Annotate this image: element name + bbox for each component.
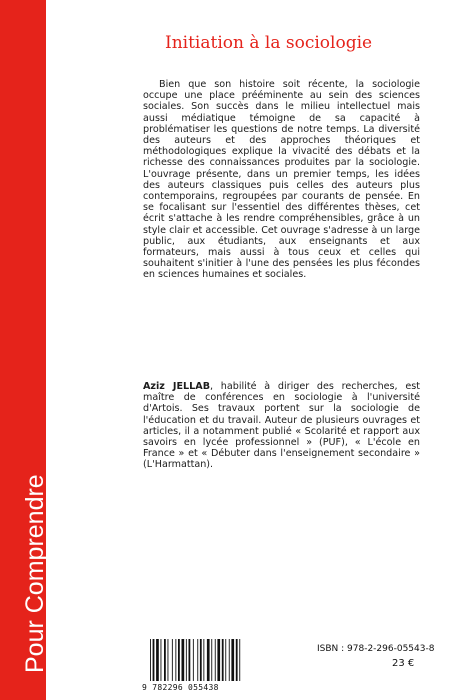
author-bio-text: , habilité à diriger des recherches, est maître de conférences en sociologie à l'université d'Artois. Ses travaux portent sur la sociologie de l'éducation et du travail. Auteur de plusieurs ouvrages et articles, il a notamment publié « Scolarité et rapport aux savoirs en lycée professionnel » (PUF), « L'école en France » et « Débuter dans l'enseignement secondaire » (L'Harmattan). [143,381,421,471]
barcode-bar [225,639,226,681]
barcode-bar [153,639,155,681]
price: 23 € [392,658,415,669]
barcode-bar [236,639,238,681]
barcode-bar [211,639,212,681]
barcode-bar [161,639,162,681]
barcode-bar [239,639,240,681]
book-title: Initiation à la sociologie [165,33,373,53]
isbn: ISBN : 978-2-296-05543-8 [317,644,435,654]
barcode-bar [189,639,191,681]
barcode-bar [172,639,173,681]
barcode-bar [168,639,169,681]
barcode-bar [193,639,194,681]
barcode-bar [164,639,166,681]
barcode-bar [186,639,187,681]
barcode-bar [229,639,230,681]
collection-label: Pour Comprendre [21,474,49,673]
spine-band [0,0,49,700]
barcode-digits: 9 782296 055438 [142,683,219,692]
author-bio [143,381,420,471]
barcode-bar [222,639,224,681]
barcode-bar [175,639,176,681]
barcode-bar [200,639,202,681]
barcode-bar [203,639,204,681]
author-name: Aziz JELLAB [143,381,211,392]
barcode-bar [215,639,216,681]
summary-block [143,79,420,281]
barcode-bar [217,639,220,681]
barcode-bar [207,639,210,681]
barcode-bar [231,639,234,681]
barcode-bar [178,639,180,681]
barcode-bar [197,639,198,681]
summary-paragraph: Bien que son histoire soit récente, la sociologie occupe une place prééminente au sein des sciences sociales. Son succès dans le milieu intellectuel mais aussi médiatique témoigne de sa capacité à problématiser les questions de notre temps. La diversité des auteurs et des approches théoriques et méthodologiques explique la vivacité des débats et la richesse des connaissances produites par la sociologie. L'ouvrage présente, dans un premier temps, les idées des auteurs classiques puis celles des auteurs plus contemporains, regroupées par courants de pensée. En se focalisant sur l'essentiel des différentes thèses, cet écrit s'attache à les rendre compréhensibles, grâce à un style clair et accessible. Cet ouvrage s'adresse à un large public, aux étudiants, aux enseignants et aux formateurs, mais aussi à tous ceux et celles qui souhaitent s'initier à l'une des pensées les plus fécondes en sciences humaines et sociales. [143,79,420,281]
barcode-bar [182,639,185,681]
barcode-bars [142,637,250,683]
barcode-bar [150,639,151,681]
barcode-bar [156,639,159,681]
